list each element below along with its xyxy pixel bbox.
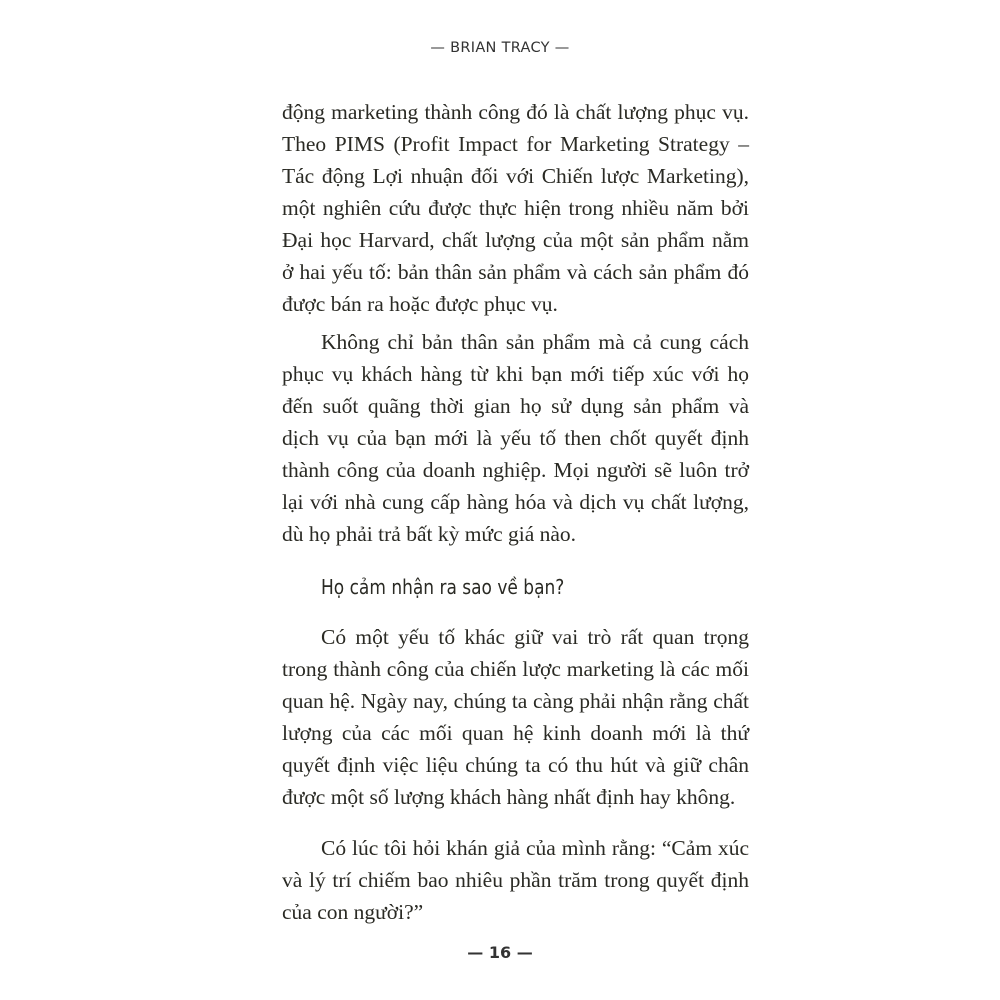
text-line: quyết định việc liệu chúng ta có thu hút và giữ chân — [282, 753, 749, 777]
text-line: trong thành công của chiến lược marketing là các mối — [282, 657, 749, 681]
text-line: một nghiên cứu được thực hiện trong nhiều năm bởi — [282, 196, 749, 220]
running-header: — BRIAN TRACY — — [430, 40, 570, 56]
text-line: dịch vụ của bạn mới là yếu tố then chốt quyết định — [282, 426, 749, 450]
text-line: Có lúc tôi hỏi khán giả của mình rằng: “Cảm xúc — [321, 836, 749, 860]
text-line: được bán ra hoặc được phục vụ. — [282, 292, 558, 316]
paragraph — [282, 96, 749, 320]
text-line: lại với nhà cung cấp hàng hóa và dịch vụ chất lượng, — [282, 490, 749, 514]
text-line: Đại học Harvard, chất lượng của một sản phẩm nằm — [282, 228, 749, 252]
text-line: và lý trí chiếm bao nhiêu phần trăm trong quyết định — [282, 868, 749, 892]
text-line: đến suốt quãng thời gian họ sử dụng sản phẩm và — [282, 394, 749, 418]
text-line: Tác động Lợi nhuận đối với Chiến lược Marketing), — [282, 164, 749, 188]
text-line: thành công của doanh nghiệp. Mọi người sẽ luôn trở — [282, 458, 749, 482]
text-line: ở hai yếu tố: bản thân sản phẩm và cách sản phẩm đó — [282, 260, 749, 284]
text-line: Theo PIMS (Profit Impact for Marketing Strategy – — [282, 132, 749, 156]
text-line: phục vụ khách hàng từ khi bạn mới tiếp xúc với họ — [282, 362, 749, 386]
text-line: được một số lượng khách hàng nhất định hay không. — [282, 785, 736, 809]
section-heading: Họ cảm nhận ra sao về bạn? — [321, 575, 565, 599]
paragraph — [282, 326, 749, 550]
text-line: quan hệ. Ngày nay, chúng ta càng phải nhận rằng chất — [282, 689, 749, 713]
text-line: Không chỉ bản thân sản phẩm mà cả cung cách — [321, 330, 749, 354]
text-line: của con người?” — [282, 900, 424, 924]
paragraph — [282, 621, 749, 813]
page-number: — 16 — — [467, 943, 533, 962]
text-line: động marketing thành công đó là chất lượng phục vụ. — [282, 100, 749, 124]
paragraph — [282, 832, 749, 928]
text-line: dù họ phải trả bất kỳ mức giá nào. — [282, 522, 577, 546]
text-line: Có một yếu tố khác giữ vai trò rất quan trọng — [321, 625, 749, 649]
text-line: lượng của các mối quan hệ kinh doanh mới là thứ — [282, 721, 749, 745]
